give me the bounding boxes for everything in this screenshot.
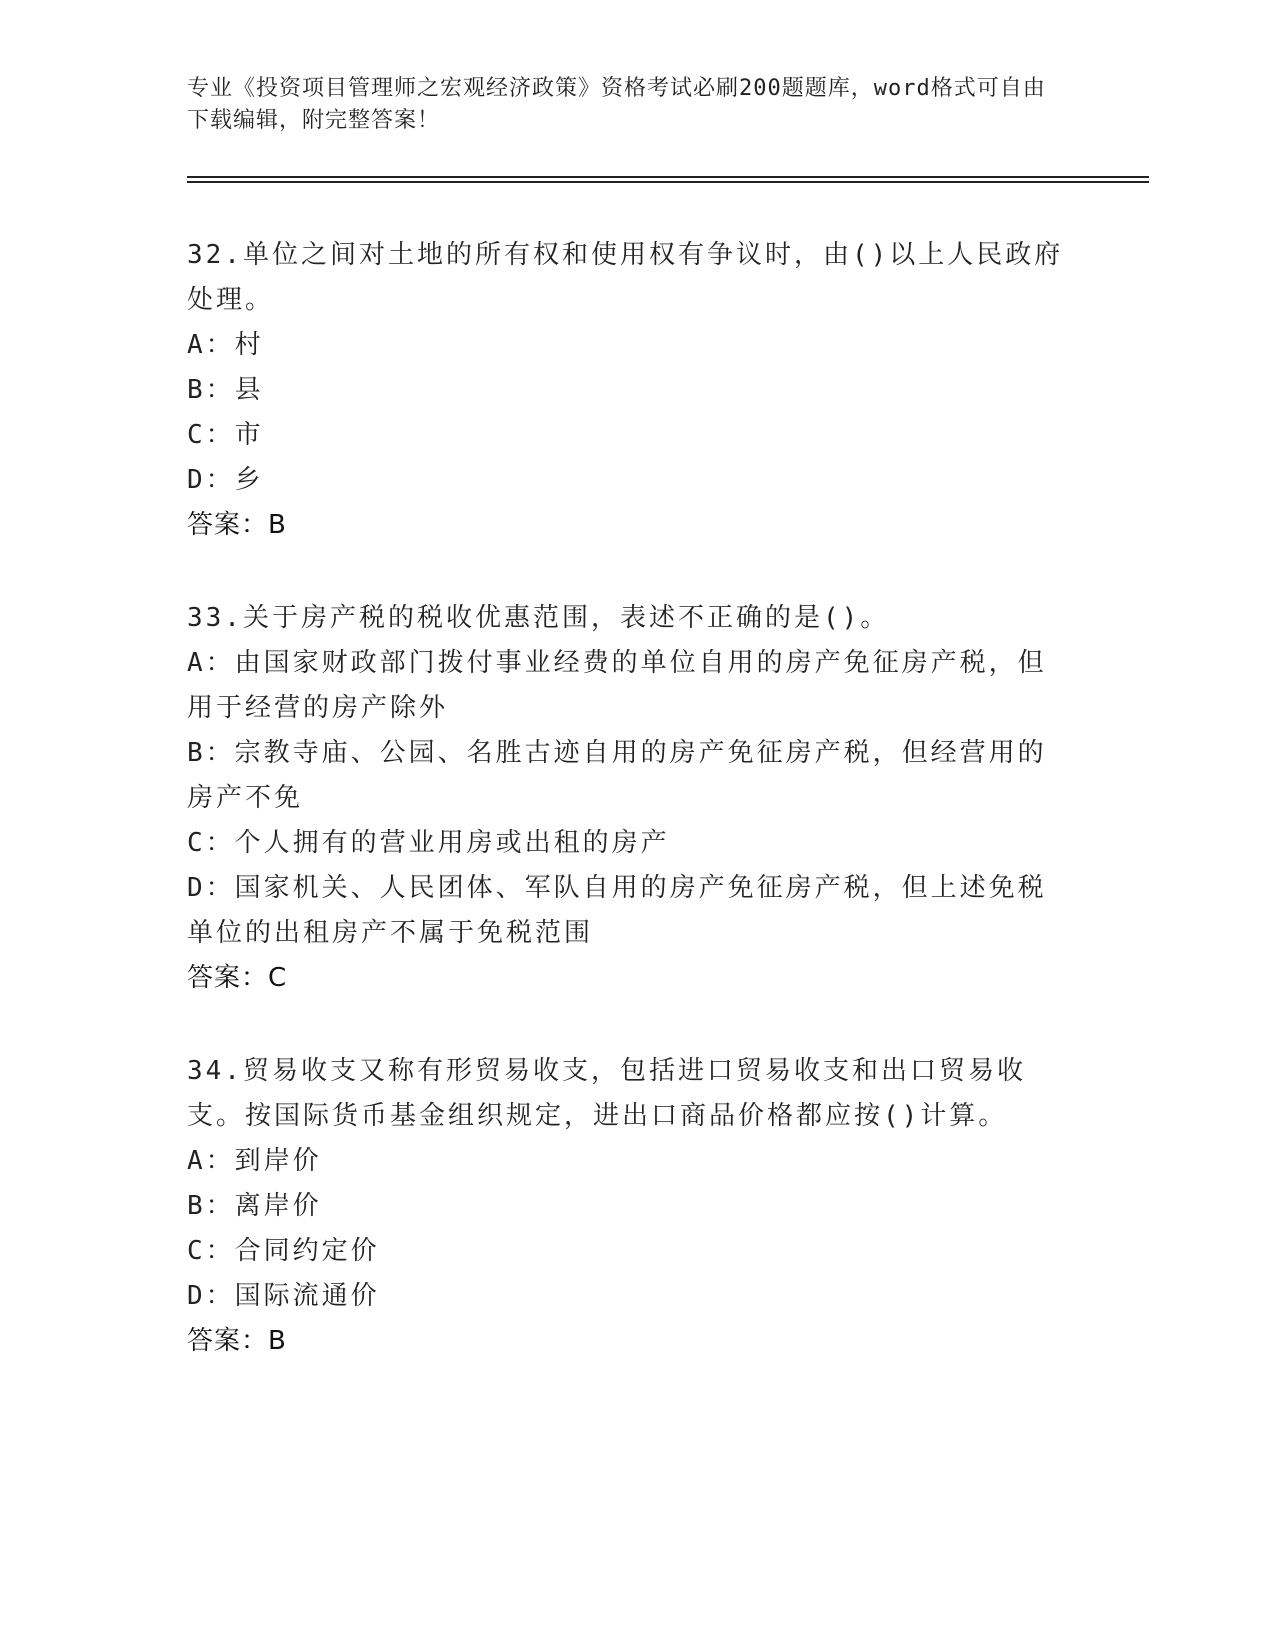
option-a: A：村 xyxy=(187,330,264,360)
question-34 xyxy=(187,1049,1067,1364)
question-stem: 33.关于房产税的税收优惠范围，表述不正确的是()。 xyxy=(187,603,890,633)
question-33 xyxy=(187,596,1067,1001)
answer-line xyxy=(187,503,1067,548)
answer-label: 答案： xyxy=(187,963,269,993)
option-b: B：宗教寺庙、公园、名胜古迹自用的房产免征房产税，但经营用的房产不免 xyxy=(187,738,1047,813)
option-b: B：离岸价 xyxy=(187,1191,322,1221)
option-d: D：国家机关、人民团体、军队自用的房产免征房产税，但上述免税单位的出租房产不属于免税范围 xyxy=(187,873,1047,948)
option-c: C：个人拥有的营业用房或出租的房产 xyxy=(187,828,670,858)
document-header: 专业《投资项目管理师之宏观经济政策》资格考试必刷200题题库，word格式可自由下载编辑，附完整答案！ xyxy=(187,76,1046,133)
answer-value: C xyxy=(268,963,288,993)
answer-label: 答案： xyxy=(187,1326,269,1356)
option-a: A：由国家财政部门拨付事业经费的单位自用的房产免征房产税，但用于经营的房产除外 xyxy=(187,648,1047,723)
option-d: D：乡 xyxy=(187,465,264,495)
option-a: A：到岸价 xyxy=(187,1146,322,1176)
question-stem: 32.单位之间对土地的所有权和使用权有争议时，由()以上人民政府处理。 xyxy=(187,240,1064,315)
option-d: D：国际流通价 xyxy=(187,1281,380,1311)
answer-line xyxy=(187,1319,1067,1364)
question-stem: 34.贸易收支又称有形贸易收支，包括进口贸易收支和出口贸易收支。按国际货币基金组织规定，进出口商品价格都应按()计算。 xyxy=(187,1056,1026,1131)
option-b: B：县 xyxy=(187,375,264,405)
option-c: C：市 xyxy=(187,420,264,450)
question-32 xyxy=(187,233,1067,548)
answer-value: B xyxy=(268,510,287,540)
option-c: C：合同约定价 xyxy=(187,1236,380,1266)
answer-line xyxy=(187,956,1067,1001)
answer-label: 答案： xyxy=(187,510,269,540)
header-double-rule xyxy=(187,176,1149,183)
question-list xyxy=(187,233,1067,1412)
answer-value: B xyxy=(268,1326,287,1356)
